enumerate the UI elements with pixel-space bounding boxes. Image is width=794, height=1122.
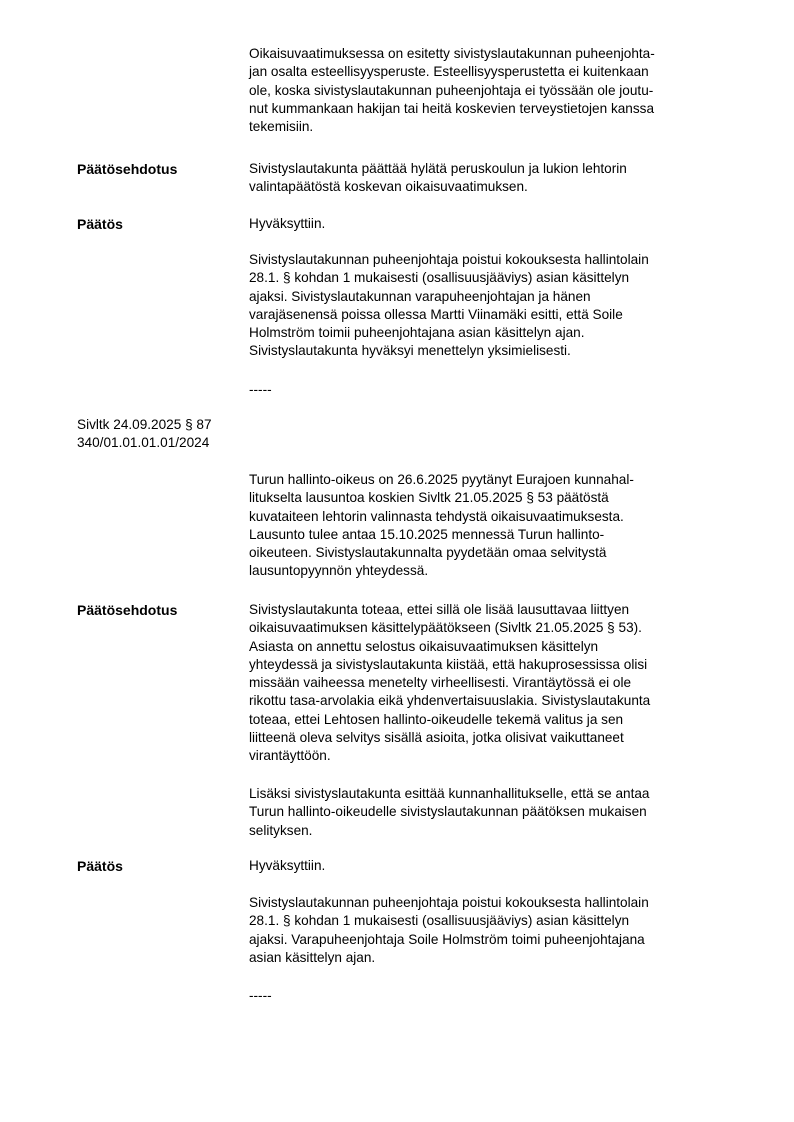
section-label-paatos: Päätös — [77, 858, 123, 874]
text-line: asian käsittelyn ajan. — [249, 949, 376, 965]
decision-paragraph — [249, 251, 727, 361]
text-line: 28.1. § kohdan 1 mukaisesti (osallisuusjääviys) asian käsittelyn — [249, 270, 630, 286]
text-line: ole, koska sivistyslautakunnan puheenjohtaja ei työssään ole joutu- — [249, 82, 654, 98]
text-line: ----- — [249, 988, 272, 1003]
text-line: Hyväksyttiin. — [249, 858, 326, 873]
meeting-reference: Sivltk 24.09.2025 § 87 — [77, 417, 212, 432]
text-line: liitteenä oleva selvitys sisällä asioita, jotka olisivat vaikuttaneet — [249, 730, 624, 746]
text-line: virantäyttöön. — [249, 748, 331, 764]
text-line: Asiasta on annettu selostus oikaisuvaatimuksen käsittelyn — [249, 638, 599, 654]
record-number: 340/01.01.01.01/2024 — [77, 435, 210, 450]
section-label-paatos: Päätös — [77, 216, 123, 232]
text-line: ajaksi. Varapuheenjohtaja Soile Holmström toimi puheenjohtajana — [249, 931, 645, 947]
section-label-paatosehdotus: Päätösehdotus — [77, 161, 178, 177]
proposal-paragraph — [249, 601, 727, 766]
decision-paragraph — [249, 894, 727, 967]
separator-dashes — [249, 987, 727, 1005]
text-line: oikeuteen. Sivistyslautakunnalta pyydetään omaa selvitystä — [249, 545, 607, 561]
section-label-paatosehdotus: Päätösehdotus — [77, 602, 178, 618]
text-line: lausuntopyynnön yhteydessä. — [249, 563, 429, 579]
text-line: missään vaiheessa menetelty virheellisesti. Virantäytössä ei ole — [249, 675, 632, 691]
text-line: kuvataiteen lehtorin valinnasta tehdystä oikaisuvaatimuksesta. — [249, 508, 624, 524]
text-line: Sivistyslautakunta päättää hylätä peruskoulun ja lukion lehtorin — [249, 161, 627, 176]
text-line: Sivistyslautakunta toteaa, ettei sillä ole lisää lausuttavaa liittyen — [249, 602, 630, 617]
text-line: oikaisuvaatimuksen käsittelypäätökseen (Sivltk 21.05.2025 § 53). — [249, 620, 642, 636]
text-line: jan osalta esteellisyysperuste. Esteellisyysperustetta ei kuitenkaan — [249, 64, 649, 80]
case-reference — [77, 416, 212, 452]
text-line: valintapäätöstä koskevan oikaisuvaatimuksen. — [249, 179, 528, 195]
text-line: Lausunto tulee antaa 15.10.2025 mennessä Turun hallinto- — [249, 526, 605, 542]
text-line: toteaa, ettei Lehtosen hallinto-oikeudelle tekemä valitus ja sen — [249, 711, 624, 727]
text-line: nut kummankaan hakijan tai heitä koskevien terveystietojen kanssa — [249, 100, 655, 116]
text-line: Holmström toimii puheenjohtajana asian käsittelyn ajan. — [249, 325, 585, 341]
text-line: Lisäksi sivistyslautakunta esittää kunnanhallitukselle, että se antaa — [249, 786, 650, 801]
text-line: Turun hallinto-oikeus on 26.6.2025 pyytänyt Eurajoen kunnahal- — [249, 472, 634, 487]
additional-proposal-paragraph — [249, 785, 727, 840]
text-line: yhteydessä ja sivistyslautakunta kiistää, että hakuprosessissa olisi — [249, 656, 648, 672]
text-line: Turun hallinto-oikeudelle sivistyslautakunnan päätöksen mukaisen — [249, 804, 647, 820]
text-line: 28.1. § kohdan 1 mukaisesti (osallisuusjääviys) asian käsittelyn — [249, 913, 630, 929]
text-line: Sivistyslautakunnan puheenjohtaja poistui kokouksesta hallintolain — [249, 895, 649, 910]
text-line: tekemisiin. — [249, 119, 314, 135]
text-line: Hyväksyttiin. — [249, 216, 326, 231]
text-line: Sivistyslautakunta hyväksyi menettelyn yksimielisesti. — [249, 343, 571, 359]
decision-result — [249, 857, 727, 875]
intro-paragraph — [249, 45, 727, 136]
text-line: rikottu tasa-arvolakia eikä yhdenvertaisuuslakia. Sivistyslautakunta — [249, 693, 651, 709]
text-line: Sivistyslautakunnan puheenjohtaja poistui kokouksesta hallintolain — [249, 252, 649, 267]
separator-dashes — [249, 381, 727, 399]
text-line: litukselta lausuntoa koskien Sivltk 21.05.2025 § 53 päätöstä — [249, 490, 609, 506]
text-line: ----- — [249, 382, 272, 397]
text-line: selityksen. — [249, 822, 313, 838]
decision-result — [249, 215, 727, 233]
case-description-paragraph — [249, 471, 727, 581]
text-line: ajaksi. Sivistyslautakunnan varapuheenjohtajan ja hänen — [249, 288, 591, 304]
proposal-paragraph — [249, 160, 727, 197]
text-line: Oikaisuvaatimuksessa on esitetty sivistyslautakunnan puheenjohta- — [249, 46, 655, 61]
text-line: varajäsenensä poissa ollessa Martti Viinamäki esitti, että Soile — [249, 306, 623, 322]
